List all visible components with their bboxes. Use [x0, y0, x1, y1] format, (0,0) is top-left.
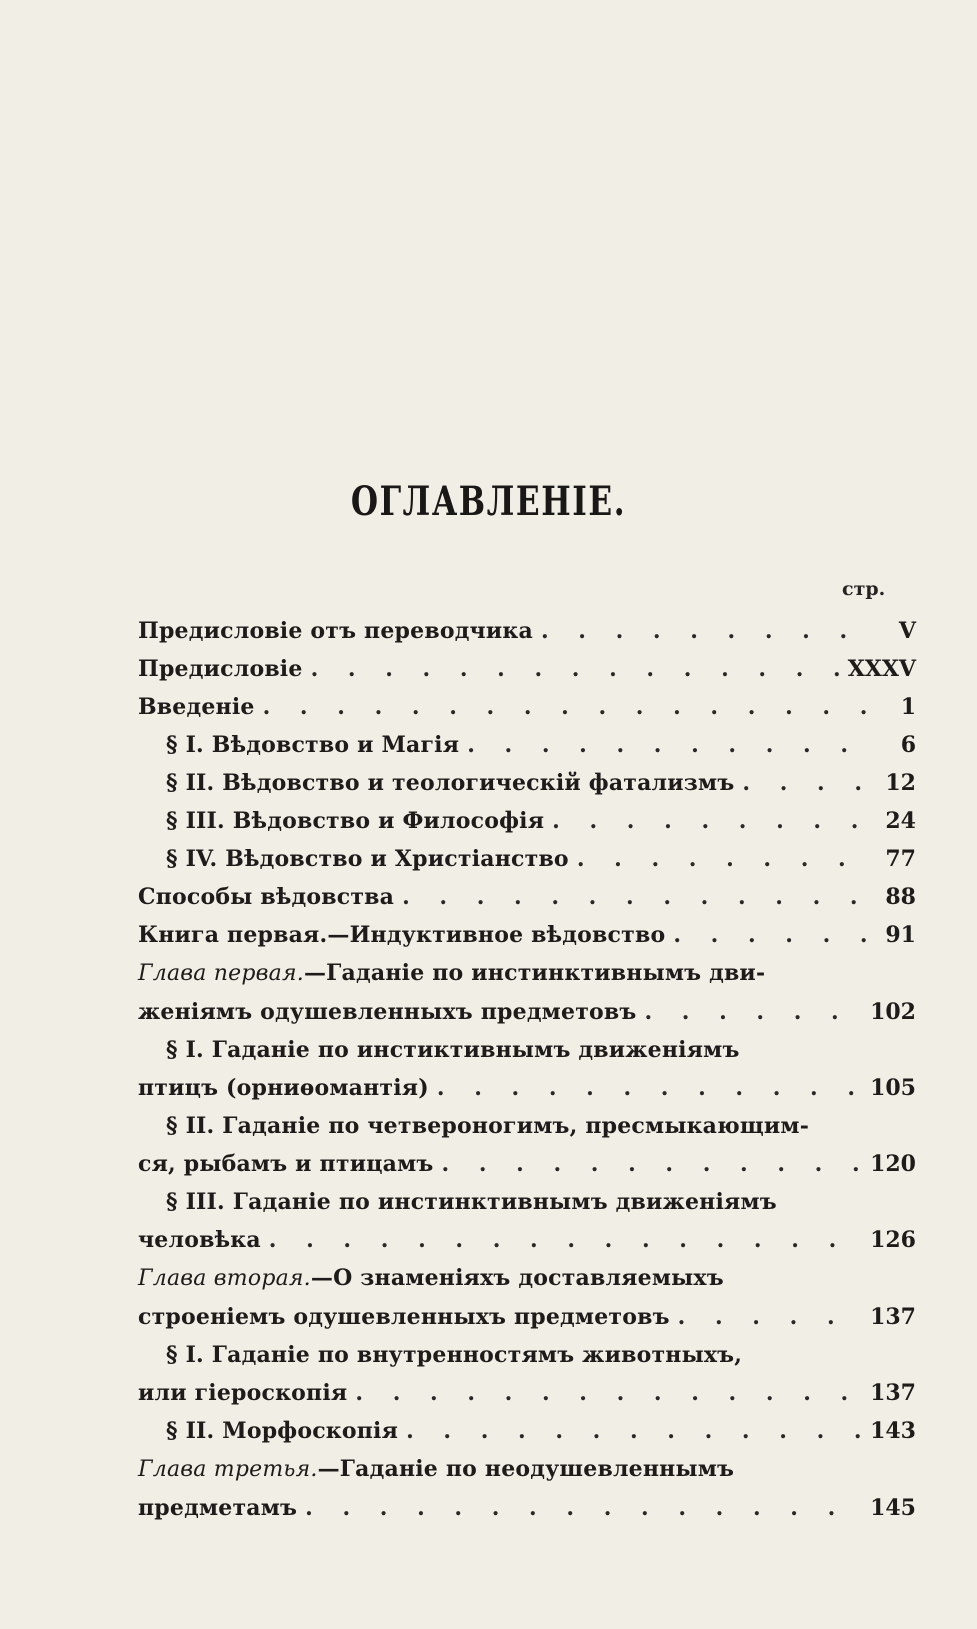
dot-leader	[269, 1221, 862, 1259]
toc-entry-text: § IV. Вѣдовство и Христіанство	[166, 846, 569, 872]
toc-entry	[138, 1336, 916, 1412]
dot-leader	[355, 1374, 862, 1412]
dot-leader	[406, 1412, 862, 1450]
toc-entry-page: 137	[870, 1380, 916, 1406]
toc-entry	[138, 612, 916, 650]
toc-entry-page: 6	[900, 732, 916, 758]
toc-entry-text: § II. Вѣдовство и теологическій фатализмъ	[166, 770, 735, 796]
toc-entry-page: 102	[870, 999, 916, 1025]
toc-entry	[138, 688, 916, 726]
page-title: ОГЛАВЛЕНІЕ.	[350, 478, 627, 525]
dot-leader	[673, 916, 868, 954]
toc-entry	[138, 1031, 916, 1107]
toc-entry-page: 143	[870, 1418, 916, 1444]
dot-leader	[577, 840, 868, 878]
toc-entry-page: 120	[870, 1151, 916, 1177]
toc-entry-text: § II. Морфоскопія	[166, 1418, 399, 1444]
toc-entry-text: Способы вѣдовства	[138, 884, 395, 910]
toc-entry-text: § III. Вѣдовство и Философія	[166, 808, 545, 834]
toc-chapter-entry	[138, 954, 916, 1031]
toc-entry	[138, 878, 916, 916]
toc-entry	[138, 1107, 916, 1183]
toc-entry-text-line2: женіямъ одушевленныхъ предметовъ	[138, 999, 637, 1025]
chapter-label: Глава третья.	[138, 1457, 318, 1482]
toc-entry-text-line1: —Гаданіе по неодушевленнымъ	[317, 1456, 735, 1482]
dot-leader	[644, 993, 862, 1031]
toc-entry-page: 24	[885, 808, 916, 834]
toc-entry	[138, 726, 916, 764]
dot-leader	[437, 1069, 862, 1107]
dot-leader	[442, 1145, 863, 1183]
toc-entry-text-line1: —Гаданіе по инстинктивнымъ дви-	[303, 960, 766, 986]
dot-leader	[305, 1489, 862, 1527]
toc-entry-page: 88	[885, 884, 916, 910]
toc-entry-text-line2: предметамъ	[138, 1495, 298, 1521]
toc-entry-text-line1: § I. Гаданіе по инстиктивнымъ движеніямъ	[166, 1037, 740, 1063]
toc-entry-page: 91	[885, 922, 916, 948]
page-column-label: стр.	[842, 578, 886, 600]
toc-entry	[138, 916, 916, 954]
toc-entry-text: § I. Вѣдовство и Магія	[166, 732, 460, 758]
toc-entry-page: 145	[870, 1495, 916, 1521]
toc-entry-page: 12	[885, 770, 916, 796]
table-of-contents	[138, 612, 916, 1527]
toc-entry-text-line1: § II. Гаданіе по четвероногимъ, пресмыкающим-	[166, 1113, 810, 1139]
dot-leader	[678, 1298, 862, 1336]
toc-entry-text-line1: § I. Гаданіе по внутренностямъ животныхъ,	[166, 1342, 743, 1368]
toc-entry	[138, 802, 916, 840]
toc-chapter-entry	[138, 1259, 916, 1336]
toc-entry-text: Книга первая.—Индуктивное вѣдовство	[138, 922, 666, 948]
dot-leader	[541, 612, 868, 650]
dot-leader	[467, 726, 868, 764]
chapter-label: Глава вторая.	[138, 1266, 311, 1291]
toc-entry-page: 137	[870, 1304, 916, 1330]
toc-entry-text-line2: строеніемъ одушевленныхъ предметовъ	[138, 1304, 670, 1330]
toc-entry-text: Предисловіе отъ переводчика	[138, 618, 533, 644]
toc-entry-page: 77	[885, 846, 916, 872]
toc-entry-text-line2: птицъ (орниѳомантія)	[138, 1075, 429, 1101]
toc-entry-page: XXXV	[847, 656, 916, 682]
dot-leader	[311, 650, 840, 688]
toc-entry	[138, 764, 916, 802]
toc-entry-text-line1: —О знаменіяхъ доставляемыхъ	[310, 1265, 724, 1291]
toc-entry-page: V	[898, 618, 916, 644]
toc-entry-text-line2: человѣка	[138, 1227, 261, 1253]
toc-entry	[138, 650, 916, 688]
chapter-label: Глава первая.	[138, 961, 304, 986]
toc-entry-text-line1: § III. Гаданіе по инстинктивнымъ движеніямъ	[166, 1189, 777, 1215]
toc-entry	[138, 840, 916, 878]
dot-leader	[263, 688, 868, 726]
toc-chapter-entry	[138, 1450, 916, 1527]
toc-entry-page: 105	[870, 1075, 916, 1101]
dot-leader	[552, 802, 868, 840]
dot-leader	[742, 764, 868, 802]
toc-entry-page: 126	[870, 1227, 916, 1253]
toc-entry-text: Введеніе	[138, 694, 255, 720]
dot-leader	[402, 878, 868, 916]
toc-entry	[138, 1183, 916, 1259]
toc-entry-page: 1	[900, 694, 916, 720]
toc-entry-text-line2: ся, рыбамъ и птицамъ	[138, 1151, 434, 1177]
toc-entry-text: Предисловіе	[138, 656, 303, 682]
toc-entry	[138, 1412, 916, 1450]
toc-entry-text-line2: или гіероскопія	[138, 1380, 348, 1406]
